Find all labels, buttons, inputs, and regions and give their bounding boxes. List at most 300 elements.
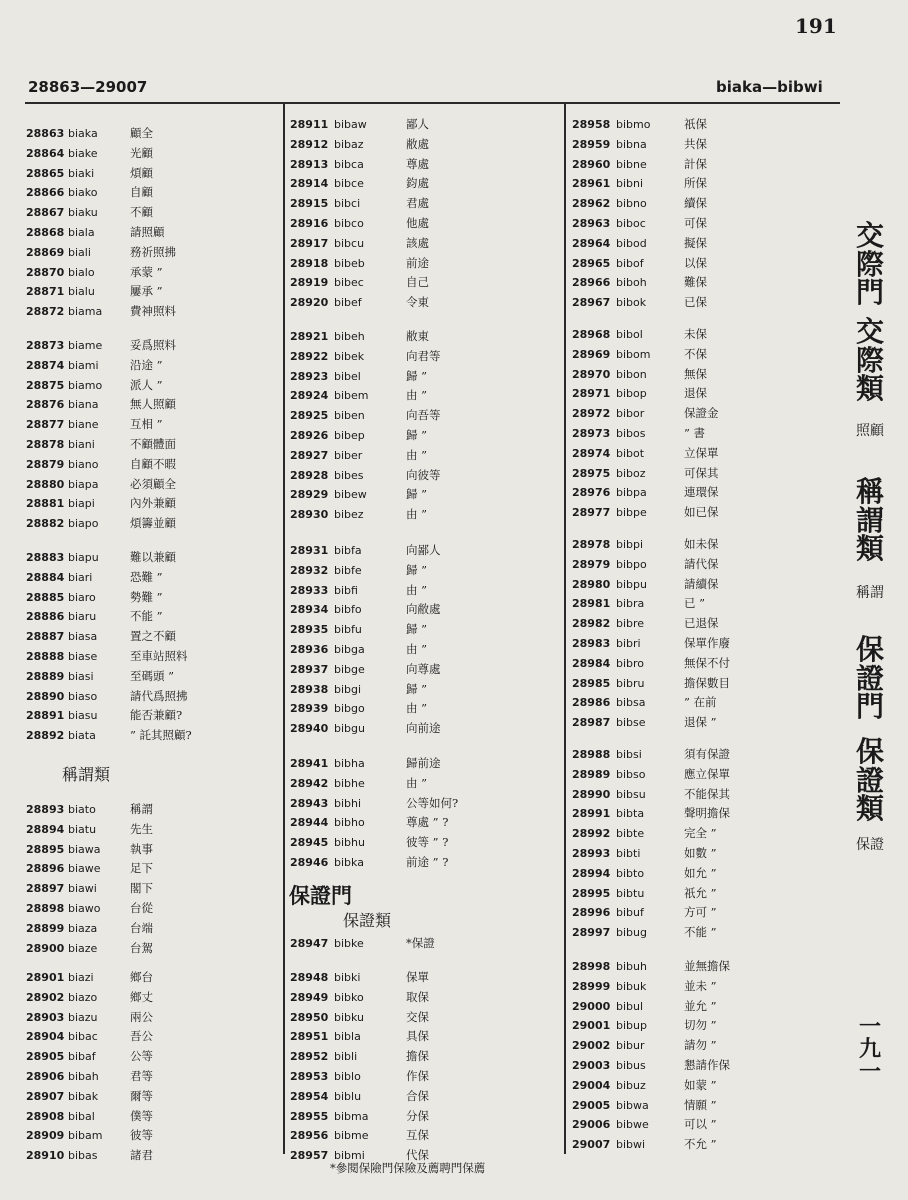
entry-codeword: bibur [616,1039,645,1053]
entry-chinese: 歸 ” [406,487,428,502]
entry-chinese: 向彼等 [406,467,441,482]
entry-code: 28938 [290,682,329,696]
entry-codeword: bibup [616,1019,647,1033]
entry-codeword: bibfi [334,583,358,597]
entry-codeword: biata [68,729,96,743]
entry-row [290,1029,429,1044]
entry-chinese: 分保 [406,1108,429,1123]
entry-row [290,507,427,522]
entry-row [572,537,719,552]
entry-code: 28871 [26,285,65,299]
entry-codeword: bibku [334,1010,365,1024]
entry-code: 28878 [26,438,65,451]
entry-code: 28959 [572,137,611,151]
entry-codeword: bibco [334,217,364,230]
entry-codeword: bibcu [334,236,365,250]
entry-codeword: bialo [68,265,95,279]
entry-code: 28884 [26,570,65,584]
entry-codeword: bibra [616,597,645,611]
entry-chinese: 不允 ” [684,1137,717,1152]
entry-codeword: bibew [334,488,367,502]
side-index-guarantee-gate: 保證門 [855,633,884,724]
entry-code: 28926 [290,429,329,442]
entry-codeword: bibhe [334,776,365,790]
entry-code: 28921 [290,330,329,343]
entry-row [572,656,730,671]
entry-chinese: 台駕 [130,940,153,955]
entry-row [572,176,707,191]
entry-row [290,796,458,811]
entry-chinese: 互相 ” [130,417,163,432]
entry-chinese: 向吾等 [406,408,441,423]
entry-row [290,408,441,423]
entry-chinese: 歸前途 [406,756,441,770]
entry-codeword: biari [68,570,93,584]
entry-chinese: 懇請作保 [684,1058,730,1072]
entry-codeword: bibas [68,1149,98,1163]
side-page-number-chinese: 一九一 [858,1014,881,1085]
entry-code: 28888 [26,650,65,663]
entry-codeword: bibod [616,236,647,250]
entry-codeword: bibso [616,767,646,781]
entry-codeword: bibme [334,1129,369,1143]
entry-code: 28945 [290,836,329,850]
entry-codeword: bibus [616,1059,646,1072]
entry-codeword: biasi [68,669,94,683]
entry-chinese: 難以兼顧 [130,550,176,564]
entry-row [572,196,707,211]
entry-chinese: 恐難 ” [130,569,163,584]
entry-chinese: 歸 ” [406,622,428,637]
entry-codeword: bibce [334,177,364,191]
entry-code: 28899 [26,921,65,935]
entry-chinese: 保證金 [684,406,719,421]
entry-chinese: 向前途 [406,721,441,736]
entry-codeword: biaru [68,610,97,624]
entry-code: 29002 [572,1039,611,1053]
entry-code: 28999 [572,979,611,993]
entry-chinese: 合保 [406,1088,429,1103]
entry-code: 28965 [572,256,611,270]
entry-code: 28913 [290,157,329,171]
entry-chinese: 足下 [130,861,153,876]
column-divider-right [564,104,566,1154]
entry-row [572,866,717,881]
entry-code: 28880 [26,477,65,491]
entry-row [572,886,717,901]
entry-row [26,284,163,299]
entry-code: 28942 [290,776,329,790]
entry-code: 28904 [26,1030,65,1044]
entry-codeword: biali [68,245,91,259]
entry-code: 28894 [26,822,65,836]
entry-code: 28891 [26,709,65,723]
entry-row [572,636,730,651]
entry-row [572,1038,717,1053]
entry-codeword: biasa [68,630,98,644]
column-divider-left [283,104,285,1154]
entry-code: 28970 [572,367,611,381]
entry-codeword: bibha [334,757,365,770]
entry-row [290,468,441,483]
entry-code: 28866 [26,186,65,200]
entry-code: 29004 [572,1078,611,1092]
entry-code: 28914 [290,177,329,191]
entry-chinese: 煩顧 [130,165,153,180]
entry-code: 29007 [572,1138,611,1152]
entry-codeword: bibes [334,468,364,482]
entry-codeword: bibro [616,656,645,670]
entry-codeword: bibhu [334,836,365,850]
entry-codeword: bibka [334,856,364,869]
entry-code: 28981 [572,597,611,611]
entry-code: 28954 [290,1089,329,1103]
entry-chinese: ” 在前 [684,695,717,710]
entry-code: 28996 [572,906,611,920]
entry-code: 28964 [572,236,611,250]
entry-codeword: biaka [68,127,98,140]
entry-chinese: 煩籌並顧 [130,516,176,531]
entry-chinese: 屢承 ” [130,284,163,299]
entry-codeword: bibsa [616,696,646,710]
entry-codeword: bibru [616,676,645,690]
entry-code: 28953 [290,1070,329,1083]
entry-code: 28950 [290,1010,329,1024]
entry-code: 28939 [290,702,329,716]
entry-codeword: biazu [68,1010,98,1024]
entry-chinese: 顧全 [130,126,153,140]
entry-chinese: 不保 [684,346,707,361]
entry-code: 29003 [572,1059,611,1072]
entry-chinese: 代保 [406,1148,429,1163]
entry-row [572,577,719,592]
entry-code: 28892 [26,729,65,743]
entry-codeword: biaki [68,166,95,180]
entry-code: 28910 [26,1149,65,1163]
entry-chinese: 取保 [406,989,429,1004]
entry-chinese: 諸君 [130,1148,153,1163]
entry-row [26,990,153,1005]
entry-row [26,397,176,412]
entry-code: 28958 [572,118,611,131]
entry-codeword: bibok [616,296,647,310]
entry-codeword: bibto [616,866,645,880]
entry-row [572,137,707,152]
footnote: *參閱保險門保險及薦聘門保薦 [330,1161,486,1175]
side-index-address-class: 稱謂類 [855,475,884,566]
entry-row [572,616,719,631]
entry-chinese: 請代爲照拂 [130,688,188,703]
entry-chinese: 具保 [406,1029,429,1044]
entry-row [572,1058,730,1073]
entry-code: 28895 [26,842,65,856]
entry-row [26,708,182,723]
entry-chinese: 保單 [406,970,429,984]
entry-row [572,925,717,940]
entry-code: 28922 [290,349,329,363]
entry-codeword: bibel [334,369,361,383]
entry-codeword: biazi [68,971,94,984]
entry-chinese: 置之不顧 [130,629,176,644]
entry-row [290,256,429,271]
entry-codeword: bibsu [616,787,646,801]
entry-code: 28944 [290,816,329,830]
entry-codeword: biben [334,409,365,423]
entry-code: 28943 [290,796,329,810]
entry-codeword: bibgi [334,682,362,696]
entry-codeword: biani [68,438,95,451]
entry-chinese: 尊處 ” ? [406,815,449,830]
entry-code: 28924 [290,389,329,403]
entry-row [26,570,163,585]
entry-code: 28923 [290,369,329,383]
entry-codeword: bibte [616,827,645,841]
entry-row [290,1128,429,1143]
entry-row [290,137,429,152]
entry-row [290,662,441,677]
entry-row [26,1029,153,1044]
entry-row [26,649,188,664]
entry-code: 29006 [572,1118,611,1132]
entry-codeword: bibac [68,1030,98,1044]
entry-row [572,367,707,382]
entry-code: 29000 [572,999,611,1013]
entry-codeword: bibaw [334,118,367,131]
entry-code: 28952 [290,1050,329,1064]
entry-chinese: 歸 ” [406,428,428,442]
entry-chinese: 僕等 [130,1108,153,1123]
entry-row [290,388,427,403]
entry-code: 28997 [572,926,611,940]
entry-chinese: 以保 [684,255,707,270]
entry-codeword: bibpa [616,486,647,500]
entry-code: 28889 [26,669,65,683]
entry-code: 28979 [572,557,611,571]
side-index-social-class: 交際類 [855,315,884,406]
entry-codeword: bibmi [334,1149,365,1163]
entry-chinese: 勢難 ” [130,589,163,604]
entry-codeword: bibsi [616,748,642,761]
entry-row [572,157,707,172]
entry-chinese: 並允 ” [684,998,717,1013]
entry-code: 28902 [26,990,65,1004]
entry-chinese: 交保 [406,1009,429,1024]
entry-row [572,806,730,821]
entry-chinese: 派人 ” [130,377,163,392]
entry-chinese: 由 ” [406,642,428,656]
entry-code: 28901 [26,971,65,984]
entry-chinese: 前途 [406,255,429,270]
entry-codeword: biapo [68,517,99,531]
entry-row [572,979,717,994]
entry-chinese: 計保 [684,156,707,171]
entry-codeword: bibfe [334,563,362,577]
entry-codeword: biasu [68,709,98,723]
entry-row [572,295,707,310]
entry-chinese: 歸 ” [406,681,428,696]
entry-code: 28934 [290,603,329,617]
entry-code: 28949 [290,990,329,1004]
entry-codeword: bibla [334,1030,361,1044]
entry-row [290,622,427,637]
entry-row [290,701,427,716]
entry-row [290,583,427,598]
entry-chinese: 自顧不暇 [130,456,176,471]
entry-code: 28940 [290,722,329,736]
entry-row [26,225,165,240]
entry-codeword: bibci [334,197,361,211]
entry-chinese: 吾公 [130,1029,153,1044]
entry-chinese: 退保 ” [684,715,717,730]
entry-chinese: 請勿 ” [684,1038,717,1053]
entry-chinese: 向君等 [406,348,441,363]
entry-codeword: bibuz [616,1078,646,1092]
entry-row [26,861,153,876]
side-index-guarantee-class: 保證類 [855,735,884,826]
entry-code: 28971 [572,387,611,401]
entry-codeword: biawe [68,862,101,876]
entry-chinese: 擔保 [406,1049,429,1064]
entry-codeword: bibep [334,429,365,442]
entry-codeword: bibec [334,276,364,290]
entry-code: 28874 [26,358,65,372]
entry-row [26,590,163,605]
entry-code: 28948 [290,971,329,984]
entry-codeword: biaze [68,941,98,955]
entry-chinese: 公等 [130,1049,153,1064]
entry-row [572,1117,717,1132]
entry-chinese: 先生 [130,821,153,836]
entry-chinese: 由 ” [406,775,428,790]
entry-chinese: 歸 ” [406,562,428,577]
entry-codeword: biawo [68,902,101,915]
entry-chinese: 完全 ” [684,826,717,841]
entry-chinese: 聲明擔保 [684,806,730,821]
entry-chinese: 必須顧全 [130,476,176,491]
entry-row [290,602,441,617]
entry-code: 28877 [26,418,65,432]
entry-codeword: biblu [334,1089,362,1103]
entry-row [572,787,730,802]
entry-codeword: biane [68,418,99,432]
entry-codeword: bibef [334,296,362,310]
entry-code: 28989 [572,767,611,781]
entry-row [290,936,435,951]
entry-chinese: 鄙人 [406,117,429,131]
entry-chinese: 已退保 [684,616,719,631]
entry-chinese: 敝東 [406,329,429,343]
entry-chinese: 妥爲照料 [130,338,176,352]
entry-chinese: 可保 [684,216,707,230]
entry-row [572,846,717,861]
entry-code: 28885 [26,590,65,604]
entry-code: 29005 [572,1098,611,1112]
entry-row [26,728,192,743]
entry-code: 28961 [572,177,611,191]
subheading-addressing: 稱謂類 [62,765,111,784]
entry-row [26,550,176,565]
entry-row [572,1137,717,1152]
entry-code: 28975 [572,466,611,480]
entry-codeword: bibuk [616,979,647,993]
entry-row [572,747,730,762]
entry-chinese: 台端 [130,920,153,935]
entry-row [26,265,163,280]
entry-code: 28957 [290,1149,329,1163]
entry-chinese: 君處 [406,196,429,211]
entry-codeword: bibke [334,937,364,950]
entry-codeword: bibhi [334,796,362,810]
entry-row [26,338,176,353]
entry-code: 28993 [572,847,611,860]
entry-chinese: 請續保 [684,576,719,591]
entry-codeword: bibaz [334,137,364,151]
entry-chinese: 不顧 [130,205,153,220]
entry-chinese: 尊處 [406,156,429,171]
entry-code: 28998 [572,960,611,973]
entry-chinese: 兩公 [130,1009,153,1024]
entry-code: 28897 [26,882,65,896]
entry-code: 28869 [26,245,65,259]
entry-codeword: biako [68,186,98,200]
entry-code: 28960 [572,157,611,171]
entry-code: 28976 [572,486,611,500]
entry-chinese: *保證 [406,936,435,950]
entry-chinese: 切勿 ” [684,1018,717,1033]
entry-codeword: bibma [334,1109,369,1123]
entry-chinese: 如數 ” [684,846,717,860]
entry-chinese: 共保 [684,136,707,151]
entry-codeword: bibko [334,990,364,1004]
entry-chinese: 光顧 [130,145,153,160]
entry-row [26,1128,153,1143]
entry-codeword: bibpo [616,557,647,571]
entry-code: 28936 [290,643,329,656]
entry-row [26,166,153,181]
entry-codeword: bibam [68,1129,103,1143]
entry-chinese: 由 ” [406,507,428,522]
entry-codeword: bialu [68,285,95,299]
entry-chinese: 無保 [684,366,707,381]
entry-codeword: bibfa [334,544,362,557]
entry-code: 28978 [572,538,611,551]
entry-codeword: biaro [68,590,96,604]
entry-code: 28929 [290,488,329,502]
entry-code: 28987 [572,716,611,730]
entry-code: 28980 [572,577,611,591]
entry-row [290,815,448,830]
entry-chinese: 連環保 [684,485,719,500]
entry-codeword: bibpu [616,577,647,591]
entry-chinese: 請代保 [684,556,719,571]
entry-codeword: biama [68,305,103,319]
entry-code: 28986 [572,696,611,710]
entry-code: 28864 [26,146,65,160]
entry-row [290,349,441,364]
entry-code: 28985 [572,676,611,690]
entry-code: 28879 [26,457,65,471]
entry-chinese: 請照顧 [130,225,165,239]
code-range-right: biaka—bibwi [716,78,823,96]
entry-row [290,329,429,344]
entry-row [572,826,717,841]
page-number: 191 [795,14,837,38]
entry-codeword: biapu [68,551,99,564]
entry-row [290,369,427,384]
side-index-address: 稱謂 [856,585,884,601]
entry-code: 28900 [26,941,65,955]
entry-row [572,347,707,362]
